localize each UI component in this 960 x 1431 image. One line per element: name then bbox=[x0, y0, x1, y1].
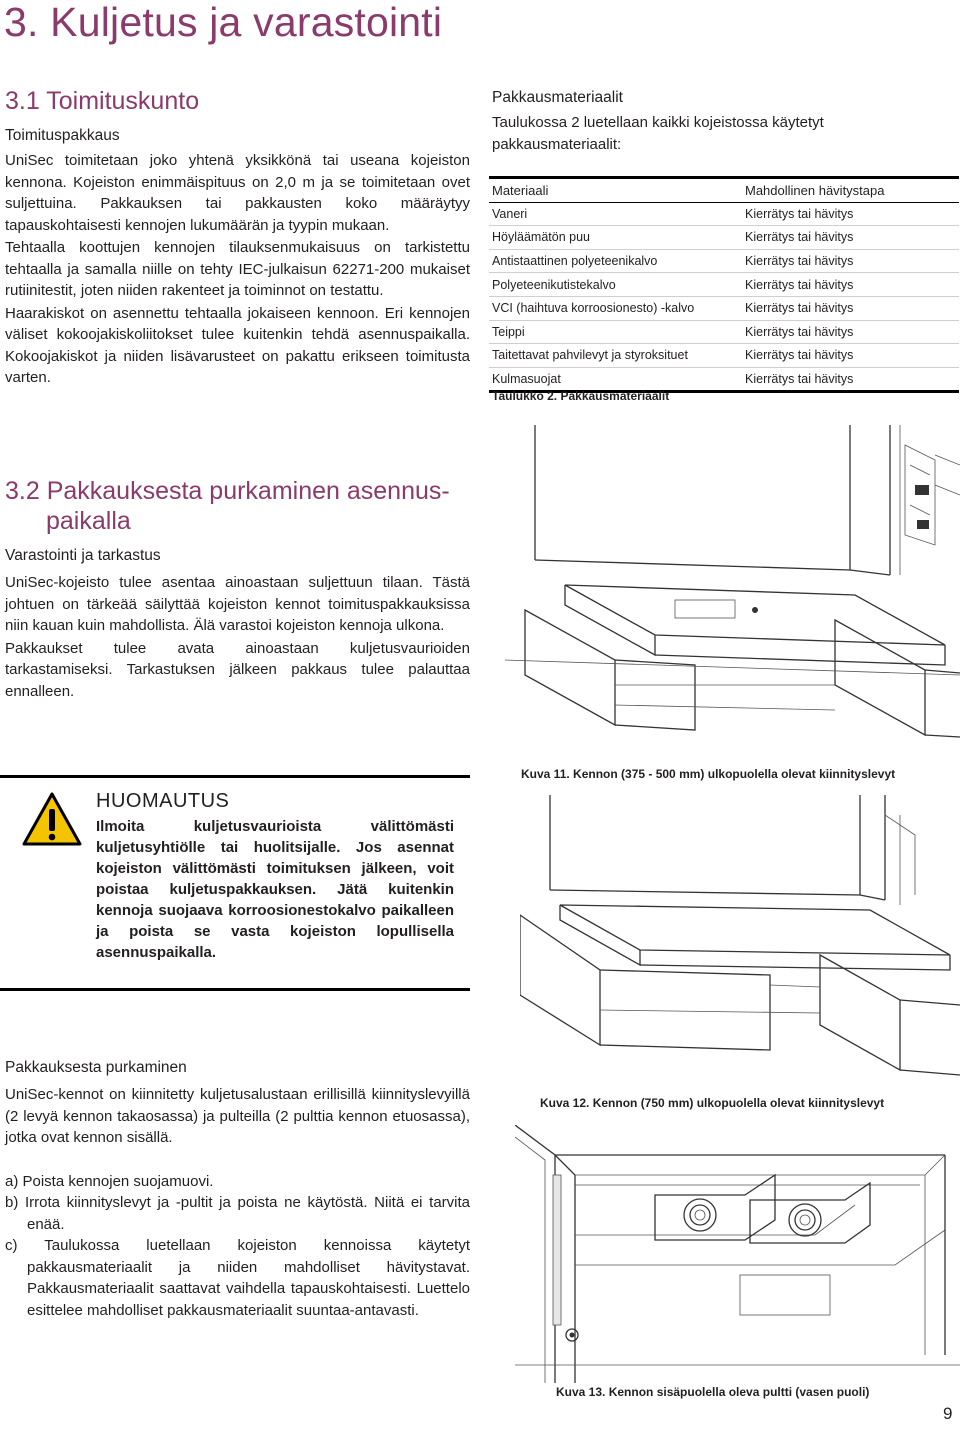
figure-11-illustration bbox=[505, 425, 960, 760]
section-3-1-paragraph: Haarakiskot on asennettu tehtaalla jokaiseen kennoon. Eri kennojen väliset kokoojakiskoliitokset tulee kuitenkin tehdä asennuspaikalla. Kokoojakiskot ja niiden lisävarusteet on pakattu erikseen toimitusta varten. bbox=[5, 304, 470, 386]
section-3-2-title-line1: 3.2 Pakkauksesta purkaminen asennus- bbox=[5, 477, 450, 505]
table-cell: Kierrätys tai hävitys bbox=[742, 226, 959, 250]
list-item: b) Irrota kiinnityslevyt ja -pultit ja poista ne käytöstä. Niitä ei tarvita enää. bbox=[5, 1194, 470, 1233]
unpacking-section bbox=[5, 1058, 470, 1321]
table-cell: VCI (haihtuva korroosionesto) -kalvo bbox=[489, 296, 742, 320]
table-cell: Kierrätys tai hävitys bbox=[742, 367, 959, 392]
section-3-1-paragraph: Tehtaalla koottujen kennojen tilauksenmukaisuus on tarkistettu tehtaalla ja samalla niille on tehty IEC-julkaisun 62271-200 mukaiset rutiinitestit, joten niiden rakenteet ja toiminnot on testattu. bbox=[5, 239, 470, 299]
packaging-intro: Taulukossa 2 luetellaan kaikki kojeistossa käytetyt pakkausmateriaalit: bbox=[492, 114, 824, 153]
table-cell: Kierrätys tai hävitys bbox=[742, 202, 959, 226]
table-cell: Vaneri bbox=[489, 202, 742, 226]
warning-box bbox=[0, 775, 470, 991]
cabinet-interior-drawing bbox=[515, 1125, 960, 1383]
table-cell: Kierrätys tai hävitys bbox=[742, 296, 959, 320]
table-caption: Taulukko 2. Pakkausmateriaalit bbox=[492, 389, 670, 403]
table-row bbox=[489, 320, 959, 344]
section-3-2-paragraph: Pakkaukset tulee avata ainoastaan kuljetusvaurioiden tarkastamiseksi. Tarkastuksen jälkeen pakkaus tulee palauttaa ennalleen. bbox=[5, 639, 470, 700]
pallet-drawing bbox=[505, 585, 960, 737]
list-item: a) Poista kennojen suojamuovi. bbox=[5, 1172, 214, 1190]
section-3-2-paragraph: UniSec-kojeisto tulee asentaa ainoastaan suljettuun tilaan. Tästä johtuen on tärkeää säilyttää kojeiston kennot toimituspakkauksissa niin kauan kuin mahdollista. Älä varastoi kojeiston kennoja ulkona. bbox=[5, 574, 470, 634]
figure-13-illustration bbox=[515, 1125, 960, 1383]
figure-11-caption: Kuva 11. Kennon (375 - 500 mm) ulkopuolella olevat kiinnityslevyt bbox=[521, 767, 896, 781]
section-3-1 bbox=[5, 86, 470, 389]
packaging-table bbox=[489, 176, 959, 393]
cabinet-rear-drawing bbox=[550, 795, 915, 905]
table-row bbox=[489, 249, 959, 273]
section-3-1-paragraph: UniSec toimitetaan joko yhtenä yksikkönä tai useana kojeiston kennona. Kojeiston enimmäispituus on 2,0 m ja se toimitetaan ovet suljettuina. Pakkauksen tai pakkausten koko määräytyy tapauskohtaisesti kennojen lukumäärän ja tyypin mukaan. bbox=[5, 152, 470, 234]
table-cell: Kulmasuojat bbox=[489, 367, 742, 392]
section-3-2-title-line2: paikalla bbox=[46, 507, 131, 535]
table-cell: Polyeteenikutistekalvo bbox=[489, 273, 742, 297]
pallet-drawing bbox=[520, 905, 960, 1075]
table-header-row bbox=[489, 178, 959, 203]
cabinet-drawing bbox=[535, 425, 960, 575]
table-cell: Kierrätys tai hävitys bbox=[742, 249, 959, 273]
warning-triangle-icon bbox=[22, 792, 82, 846]
list-item: c) Taulukossa luetellaan kojeiston kennoissa käytetyt pakkausmateriaalit ja niiden mahdolliset hävitystavat. Pakkausmateriaalit saattavat vaihdella tapauskohtaisesti. Luettelo esittelee mahdolliset pakkausmateriaalit suuntaa-antavasti. bbox=[5, 1237, 470, 1319]
section-3-2-subtitle: Varastointi ja tarkastus bbox=[5, 547, 161, 564]
page-number: 9 bbox=[943, 1404, 953, 1423]
table-cell: Taitettavat pahvilevyt ja styroksituet bbox=[489, 344, 742, 368]
table-row bbox=[489, 273, 959, 297]
warning-title: HUOMAUTUS bbox=[96, 790, 230, 812]
section-3-2 bbox=[5, 476, 470, 702]
section-3-1-title: 3.1 Toimituskunto bbox=[5, 87, 200, 115]
table-cell: Kierrätys tai hävitys bbox=[742, 344, 959, 368]
warning-body: Ilmoita kuljetusvaurioista välittömästi kuljetusyhtiölle tai huolitsijalle. Jos asennat kojeiston välittömästi toimituksen jälkeen, voit poistaa kuljetuspakkauksen. Jätä kuitenkin kennoja suojaava korroosionestokalvo paikalleen ja poista se vasta kojeiston lopullisella asennuspaikalla. bbox=[96, 818, 454, 961]
section-3-1-subtitle: Toimituspakkaus bbox=[5, 127, 120, 144]
packaging-section bbox=[492, 88, 952, 155]
table-row bbox=[489, 344, 959, 368]
chapter-title: 3. Kuljetus ja varastointi bbox=[4, 0, 443, 45]
unpacking-paragraph: UniSec-kennot on kiinnitetty kuljetusalustaan erillisillä kiinnityslevyillä (2 levyä kennon takaosassa) ja pulteilla (2 pulttia kennon etuosassa), jotka ovat kennon sisällä. bbox=[5, 1086, 470, 1146]
table-header-cell: Mahdollinen hävitystapa bbox=[742, 178, 959, 203]
table-cell: Teippi bbox=[489, 320, 742, 344]
table-cell: Höyläämätön puu bbox=[489, 226, 742, 250]
packaging-title: Pakkausmateriaalit bbox=[492, 89, 623, 106]
figure-13-caption: Kuva 13. Kennon sisäpuolella oleva pultti (vasen puoli) bbox=[556, 1385, 870, 1399]
table-cell: Kierrätys tai hävitys bbox=[742, 273, 959, 297]
figure-12-caption: Kuva 12. Kennon (750 mm) ulkopuolella olevat kiinnityslevyt bbox=[540, 1096, 885, 1110]
table-row bbox=[489, 202, 959, 226]
table-cell: Antistaattinen polyeteenikalvo bbox=[489, 249, 742, 273]
table-cell: Kierrätys tai hävitys bbox=[742, 320, 959, 344]
unpacking-title: Pakkauksesta purkaminen bbox=[5, 1059, 187, 1076]
table-row bbox=[489, 226, 959, 250]
table-row bbox=[489, 296, 959, 320]
figure-12-illustration bbox=[520, 795, 960, 1080]
table-header-cell: Materiaali bbox=[489, 178, 742, 203]
